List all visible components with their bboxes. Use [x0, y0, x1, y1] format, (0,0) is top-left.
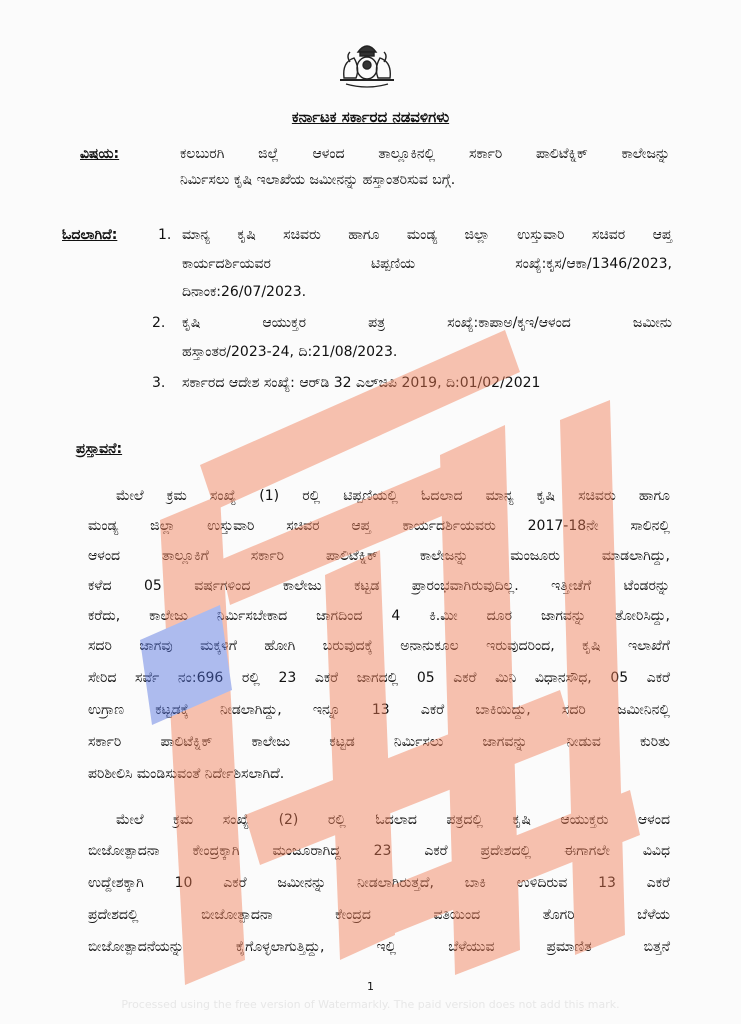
reference-number-1: 1.: [158, 227, 172, 243]
subject-line-1: ಕಲಬುರಗಿ ಜಿಲ್ಲೆ ಆಳಂದ ತಾಲ್ಲೂಕಿನಲ್ಲಿ ಸರ್ಕಾರಿ ಪಾಲಿಟೆಕ್ನಿಕ್ ಕಾಲೇಜನ್ನು: [180, 146, 670, 162]
preamble-p2-line-3: ಉದ್ದೇಶಕ್ಕಾಗಿ 10 ಎಕರೆ ಜಮೀನನ್ನು ನೀಡಲಾಗಿರುತ್ತದೆ, ಬಾಕಿ ಉಳಿದಿರುವ 13 ಎಕರೆ: [88, 875, 670, 891]
preamble-p1-line-1: ಮೇಲೆ ಕ್ರಮ ಸಂಖ್ಯೆ (1) ರಲ್ಲಿ ಟಿಪ್ಪಣಿಯಲ್ಲಿ ಓದಲಾದ ಮಾನ್ಯ ಕೃಷಿ ಸಚಿವರು ಹಾಗೂ: [116, 488, 670, 504]
watermark-notice: Processed using the free version of Watermarkly. The paid version does not add this mark.: [121, 998, 620, 1011]
state-emblem-icon: [336, 38, 398, 90]
reference-number-3: 3.: [152, 375, 166, 391]
preamble-p2-line-5: ಬೀಜೋತ್ಪಾದನೆಯನ್ನು ಕೈಗೊಳ್ಳಲಾಗುತ್ತಿದ್ದು, ಇಲ್ಲಿ ಬೆಳೆಯುವ ಪ್ರಮಾಣಿತ ಬಿತ್ತನೆ: [88, 939, 670, 955]
reference-1-line-1: ಮಾನ್ಯ ಕೃಷಿ ಸಚಿವರು ಹಾಗೂ ಮಂಡ್ಯ ಜಿಲ್ಲಾ ಉಸ್ತುವಾರಿ ಸಚಿವರ ಆಪ್ತ: [182, 227, 672, 243]
document-heading: ಕರ್ನಾಟಕ ಸರ್ಕಾರದ ನಡವಳಿಗಳು: [291, 108, 450, 126]
references-label: ಓದಲಾಗಿದೆ:: [62, 227, 118, 243]
page-number: 1: [367, 980, 374, 993]
preamble-p2-line-4: ಪ್ರದೇಶದಲ್ಲಿ ಬೀಜೋತ್ಪಾದನಾ ಕೇಂದ್ರದ ವತಿಯಿಂದ ತೊಗರಿ ಬೆಳೆಯ: [88, 907, 670, 923]
preamble-p1-line-5: ಕರೆದು, ಕಾಲೇಜು ನಿರ್ಮಿಸಬೇಕಾದ ಜಾಗದಿಂದ 4 ಕಿ.ಮೀ ದೂರ ಜಾಗವನ್ನು ತೋರಿಸಿದ್ದು,: [88, 608, 670, 624]
reference-3-line-1: ಸರ್ಕಾರದ ಆದೇಶ ಸಂಖ್ಯೆ: ಆರ್‌ಡಿ 32 ಎಲ್‌ಜಿಪಿ 2019, ದಿ:01/02/2021: [182, 375, 541, 391]
watermark-stroke-4: [440, 425, 520, 975]
preamble-p1-line-7: ಸೇರಿದ ಸರ್ವೆ ನಂ:696 ರಲ್ಲಿ 23 ಎಕರೆ ಜಾಗದಲ್ಲಿ 05 ಎಕರೆ ಮಿನಿ ವಿಧಾನಸೌಧ, 05 ಎಕರೆ: [88, 670, 670, 686]
subject-label: ವಿಷಯ:: [80, 146, 120, 162]
preamble-p1-line-9: ಸರ್ಕಾರಿ ಪಾಲಿಟೆಕ್ನಿಕ್ ಕಾಲೇಜು ಕಟ್ಟಡ ನಿರ್ಮಿಸಲು ಜಾಗವನ್ನು ನೀಡುವ ಕುರಿತು: [88, 734, 670, 750]
reference-number-2: 2.: [152, 315, 166, 331]
preamble-p2-line-1: ಮೇಲೆ ಕ್ರಮ ಸಂಖ್ಯೆ (2) ರಲ್ಲಿ ಓದಲಾದ ಪತ್ರದಲ್ಲಿ ಕೃಷಿ ಆಯುಕ್ತರು ಆಳಂದ: [116, 812, 670, 828]
reference-2-line-1: ಕೃಷಿ ಆಯುಕ್ತರ ಪತ್ರ ಸಂಖ್ಯೆ:ಕಾಪಾಅ/ಕೃಇ/ಆಳಂದ ಜಮೀನು: [182, 315, 672, 331]
reference-1-line-2: ಕಾರ್ಯದರ್ಶಿಯವರ ಟಿಪ್ಪಣಿಯ ಸಂಖ್ಯೆ:ಕೃಸ/ಆಕಾ/1346/2023,: [182, 256, 672, 272]
preamble-p1-line-6: ಸದರಿ ಜಾಗವು ಮಕ್ಕಳಿಗೆ ಹೋಗಿ ಬರುವುದಕ್ಕೆ ಅನಾನುಕೂಲ ಇರುವುದರಿಂದ, ಕೃಷಿ ಇಲಾಖೆಗೆ: [88, 638, 670, 654]
preamble-p1-line-4: ಕಳೆದ 05 ವರ್ಷಗಳಿಂದ ಕಾಲೇಜು ಕಟ್ಟಡ ಪ್ರಾರಂಭವಾಗಿರುವುದಿಲ್ಲ. ಇತ್ತೀಚೆಗೆ ಟೆಂಡರನ್ನು: [88, 578, 670, 594]
reference-2-line-2: ಹಸ್ತಾಂತರ/2023-24, ದಿ:21/08/2023.: [182, 344, 398, 360]
preamble-label: ಪ್ರಸ್ತಾವನೆ:: [76, 441, 123, 457]
preamble-p2-line-2: ಬೀಜೋತ್ಪಾದನಾ ಕೇಂದ್ರಕ್ಕಾಗಿ ಮಂಜೂರಾಗಿದ್ದ 23 ಎಕರೆ ಪ್ರದೇಶದಲ್ಲಿ ಈಗಾಗಲೇ ವಿವಿಧ: [88, 843, 670, 859]
reference-1-line-3: ದಿನಾಂಕ:26/07/2023.: [182, 284, 307, 300]
subject-line-2: ನಿರ್ಮಿಸಲು ಕೃಷಿ ಇಲಾಖೆಯ ಜಮೀನನ್ನು ಹಸ್ತಾಂತರಿಸುವ ಬಗ್ಗೆ.: [180, 172, 456, 188]
preamble-p1-line-10: ಪರಿಶೀಲಿಸಿ ಮಂಡಿಸುವಂತೆ ನಿರ್ದೇಶಿಸಲಾಗಿದೆ.: [88, 766, 285, 782]
preamble-p1-line-8: ಉಗ್ರಾಣ ಕಟ್ಟಡಕ್ಕೆ ನೀಡಲಾಗಿದ್ದು, ಇನ್ನೂ 13 ಎಕರೆ ಬಾಕಿಯಿದ್ದು, ಸದರಿ ಜಮೀನಿನಲ್ಲಿ: [88, 702, 670, 718]
preamble-p1-line-3: ಆಳಂದ ತಾಲ್ಲೂಕಿಗೆ ಸರ್ಕಾರಿ ಪಾಲಿಟೆಕ್ನಿಕ್ ಕಾಲೇಜನ್ನು ಮಂಜೂರು ಮಾಡಲಾಗಿದ್ದು,: [88, 548, 670, 564]
preamble-p1-line-2: ಮಂಡ್ಯ ಜಿಲ್ಲಾ ಉಸ್ತುವಾರಿ ಸಚಿವರ ಆಪ್ತ ಕಾರ್ಯದರ್ಶಿಯವರು 2017-18ನೇ ಸಾಲಿನಲ್ಲಿ: [88, 518, 670, 534]
